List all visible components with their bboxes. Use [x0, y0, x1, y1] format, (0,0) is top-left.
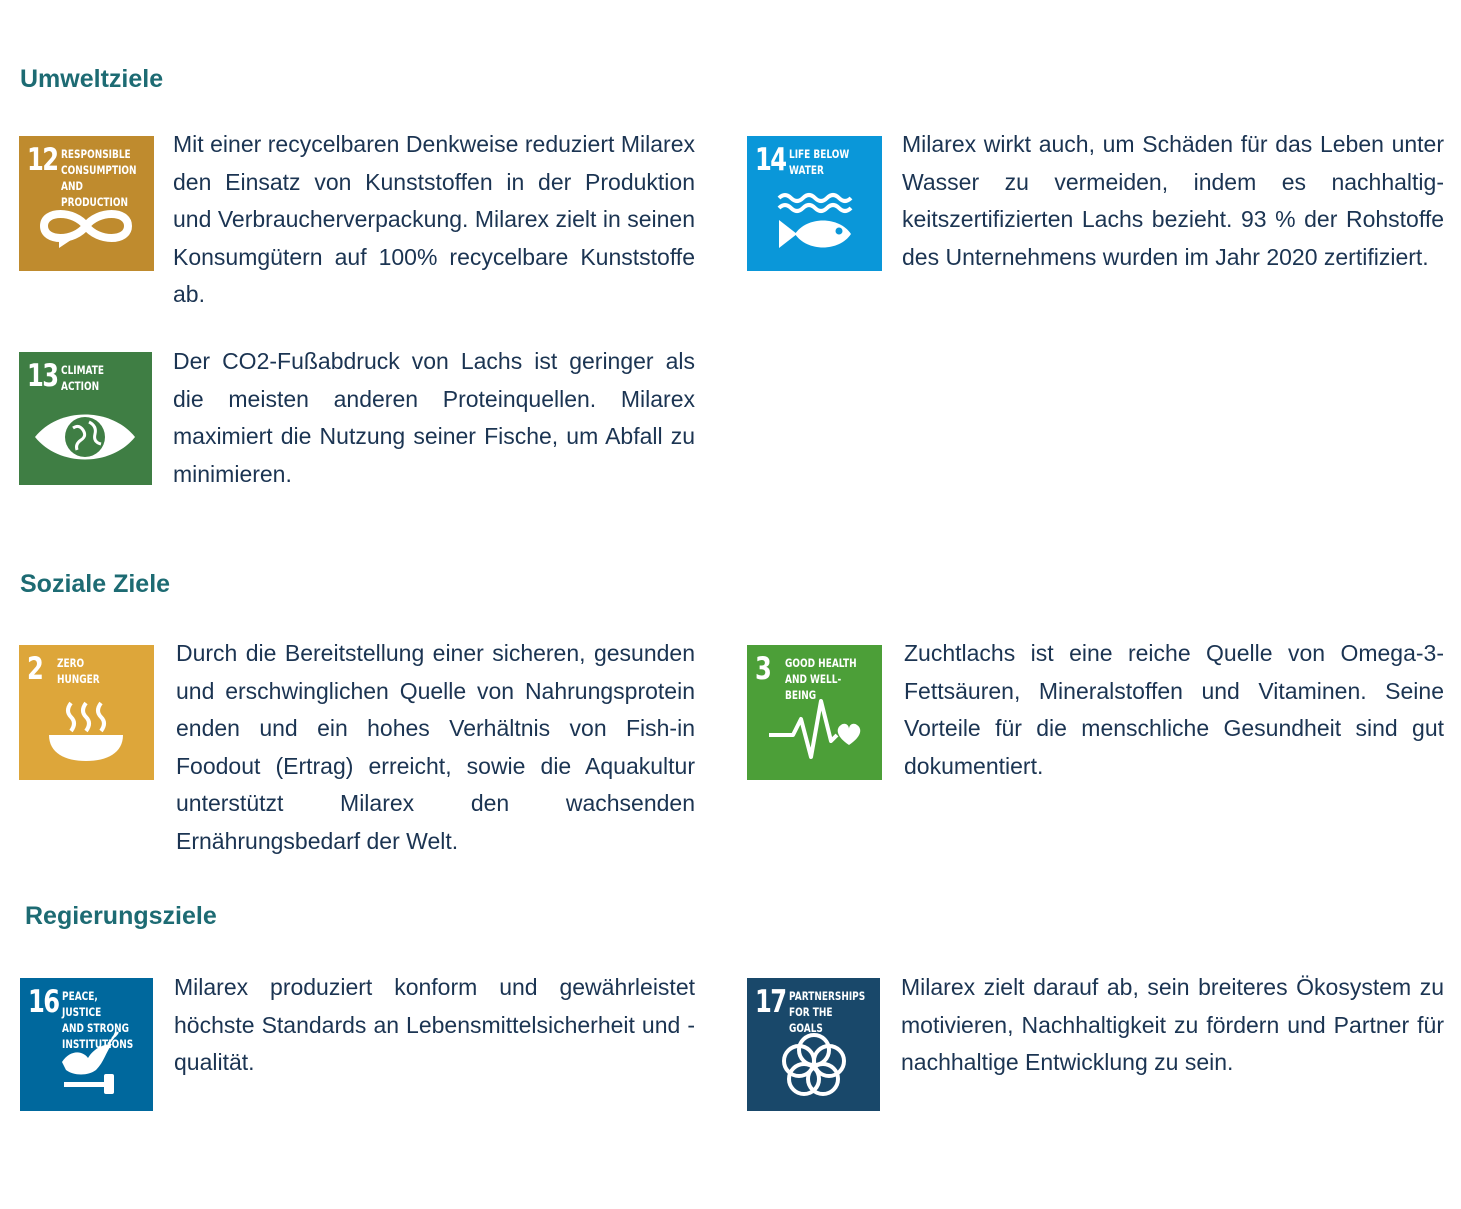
sdg-14-label: LIFE BELOW WATER	[789, 147, 850, 177]
sdg-2-description: Durch die Bereitstellung einer sicheren, gesunden und erschwinglichen Quelle von Nahrungsprotein enden und ein hohes Verhältnis von Fish-in Foodout (Ertrag) erreicht, sowie die Aquakultur unterstützt Milarex den wachsenden Ernährungsbedarf der Welt.	[176, 640, 695, 854]
sdg-2-label: ZERO HUNGER	[57, 656, 100, 686]
sdg-17-description: Milarex zielt darauf ab, sein breiteres Ökosystem zu motivieren, Nachhaltigkeit zu fördern und Partner für nachhaltige Entwicklung zu sein.	[901, 974, 1444, 1076]
sdg-3-label: GOOD HEALTH AND WELL-BEING	[785, 656, 857, 702]
sdg-3-tile	[747, 645, 882, 780]
sdg-16-number: 16	[28, 984, 59, 1020]
sdg-16-description: Milarex produziert konform und gewährleistet höchste Standards an Lebensmittelsicherheit und -qualität.	[174, 974, 695, 1076]
section-title-regierungsziele: Regierungsziele	[25, 902, 217, 930]
fish-waves-icon	[747, 136, 882, 271]
section-title-soziale-ziele: Soziale Ziele	[20, 570, 171, 598]
sdg-17-label: PARTNERSHIPS FOR THE GOALS	[789, 989, 866, 1035]
sdg-3-description: Zuchtlachs ist eine reiche Quelle von Omega-3-Fettsäuren, Mineralstoffen und Vitaminen. Seine Vorteile für die menschliche Gesundheit sind gut dokumentiert.	[904, 640, 1444, 779]
eye-globe-icon	[19, 352, 152, 485]
sdg-12-description: Mit einer recycelbaren Denkweise reduziert Milarex den Einsatz von Kunststoffen in der Produktion und Verbraucherverpackung. Milarex zielt in seinen Konsumgütern auf 100% recycelbare Kunststoffe ab.	[173, 131, 695, 308]
dove-gavel-icon	[20, 978, 153, 1111]
sdg-12-label: RESPONSIBLE CONSUMPTION AND PRODUCTION	[61, 147, 137, 209]
sdg-17-number: 17	[755, 984, 786, 1020]
sdg-12-tile	[19, 136, 154, 271]
sdg-16-tile	[20, 978, 153, 1111]
sdg-2-tile	[19, 645, 154, 780]
sdg-17-tile	[747, 978, 880, 1111]
sdg-13-number: 13	[27, 358, 58, 394]
sdg-14-description: Milarex wirkt auch, um Schäden für das Leben unter Wasser zu vermeiden, indem es nachhaltigkeitszertifizierten Lachs bezieht. 93 % der Rohstoffe des Unternehmens wurden im Jahr 2020 zertifiziert.	[902, 131, 1444, 270]
sdg-14-number: 14	[755, 142, 786, 178]
heartbeat-icon	[747, 645, 882, 780]
sdg-12-number: 12	[27, 142, 58, 178]
sdg-16-label: PEACE, JUSTICE AND STRONG INSTITUTIONS	[62, 989, 134, 1051]
bowl-steam-icon	[19, 645, 154, 780]
rings-flower-icon	[747, 978, 880, 1111]
sdg-13-tile	[19, 352, 152, 485]
sdg-14-tile	[747, 136, 882, 271]
sdg-3-number: 3	[755, 651, 771, 687]
sdg-13-description: Der CO2-Fußabdruck von Lachs ist geringer als die meisten anderen Proteinquellen. Milarex maximiert die Nutzung seiner Fische, um Abfall zu minimieren.	[173, 348, 695, 487]
sdg-2-number: 2	[27, 651, 43, 687]
sdg-13-label: CLIMATE ACTION	[61, 363, 105, 393]
section-title-umweltziele: Umweltziele	[20, 65, 164, 93]
infinity-arrow-icon	[19, 136, 154, 271]
